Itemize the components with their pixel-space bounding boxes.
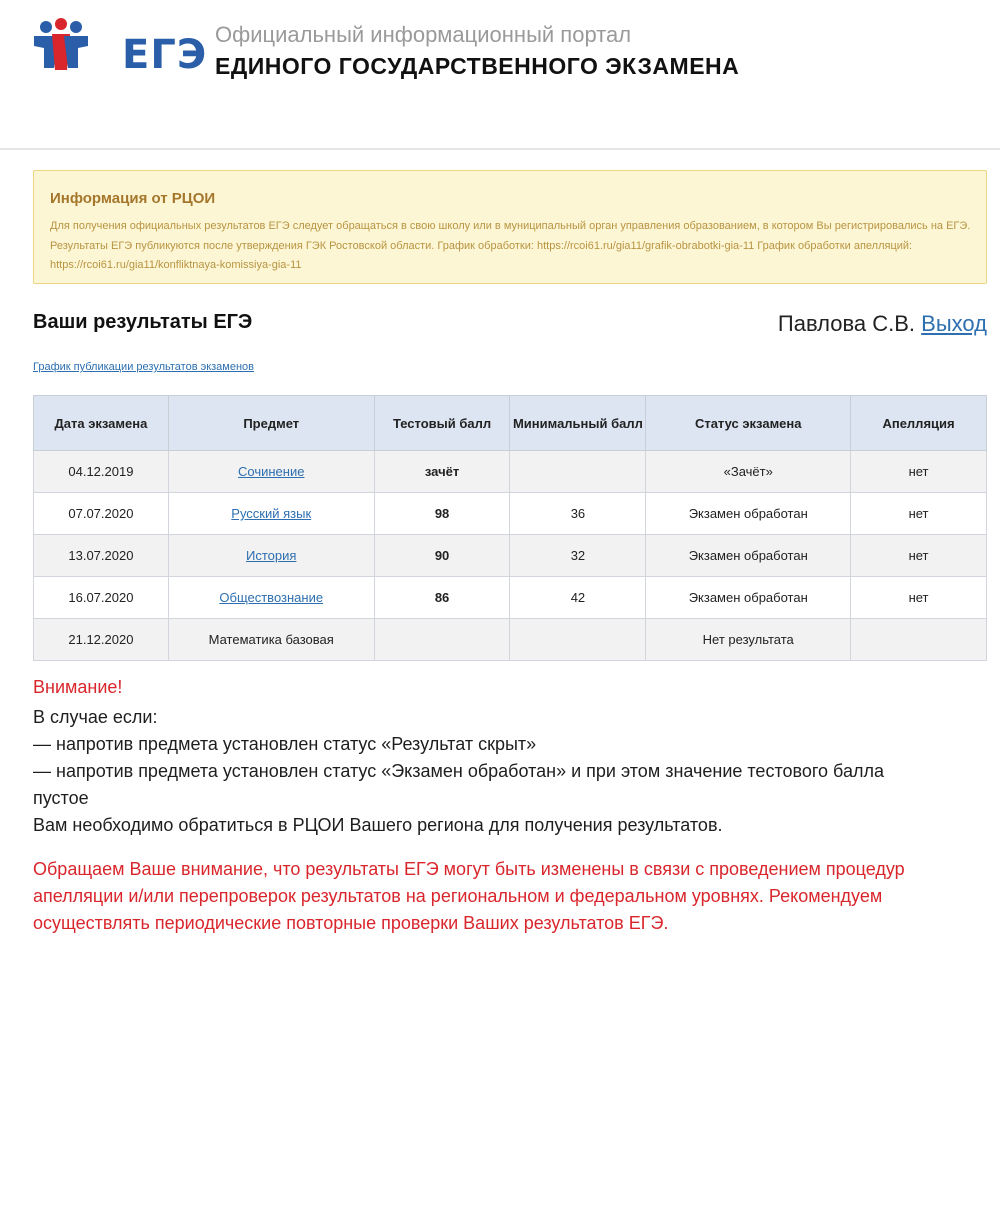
column-header-date: Дата экзамена — [34, 396, 169, 451]
table-row — [34, 535, 987, 577]
portal-subtitle: Официальный информационный портал — [215, 22, 632, 47]
exam-date: 21.12.2020 — [34, 619, 169, 661]
warning-line: — напротив предмета установлен статус «Экзамен обработан» и при этом значение тестового балла пустое — [33, 761, 884, 808]
info-title: Информация от РЦОИ — [50, 190, 216, 207]
rcoi-info-box — [33, 170, 987, 284]
results-title: Ваши результаты ЕГЭ — [33, 311, 253, 333]
warning-line: В случае если: — [33, 707, 158, 727]
min-score — [510, 619, 646, 661]
info-text: Для получения официальных результатов ЕГЭ следует обращаться в свою школу или в муниципальный орган управления образованием, в котором Вы регистрировались на ЕГЭ. Результаты ЕГЭ публикуются после утверждения ГЭК Ростовской области. График обработки: https://rcoi61.ru/gia11/grafik-obrabotki-gia-11 График обработки апелляций: https://rcoi61.ru/gia11/konfliktnaya-komissiya-gia-11 — [50, 220, 971, 271]
site-header — [0, 0, 1000, 150]
test-score: 86 — [374, 577, 510, 619]
exam-status: Экзамен обработан — [646, 577, 851, 619]
results-table — [33, 395, 987, 661]
appeal-status — [851, 619, 987, 661]
warning-line: Вам необходимо обратиться в РЦОИ Вашего региона для получения результатов. — [33, 815, 723, 835]
appeal-status: нет — [851, 493, 987, 535]
min-score: 42 — [510, 577, 646, 619]
test-score: 90 — [374, 535, 510, 577]
table-header-row — [34, 396, 987, 451]
table-row — [34, 577, 987, 619]
table-row — [34, 493, 987, 535]
exam-date: 13.07.2020 — [34, 535, 169, 577]
warning-title: Внимание! — [33, 677, 123, 697]
column-header-score: Тестовый балл — [374, 396, 510, 451]
appeal-status: нет — [851, 451, 987, 493]
portal-title: ЕДИНОГО ГОСУДАРСТВЕННОГО ЭКЗАМЕНА — [215, 53, 740, 79]
column-header-subject: Предмет — [168, 396, 374, 451]
test-score: зачёт — [374, 451, 510, 493]
exam-date: 16.07.2020 — [34, 577, 169, 619]
user-bar — [778, 311, 987, 337]
min-score: 36 — [510, 493, 646, 535]
subject-name: Математика базовая — [168, 619, 374, 661]
subject-link[interactable]: Сочинение — [238, 464, 305, 479]
min-score: 32 — [510, 535, 646, 577]
min-score — [510, 451, 646, 493]
schedule-link[interactable]: График публикации результатов экзаменов — [33, 361, 255, 373]
exam-date: 04.12.2019 — [34, 451, 169, 493]
warning-text — [33, 704, 933, 839]
user-name: Павлова С.В. — [777, 311, 916, 336]
exam-date: 07.07.2020 — [34, 493, 169, 535]
test-score — [374, 619, 510, 661]
subject-link[interactable]: История — [246, 548, 297, 563]
table-row — [34, 451, 987, 493]
exam-status: Экзамен обработан — [646, 493, 851, 535]
warning-line: — напротив предмета установлен статус «Результат скрыт» — [33, 734, 537, 754]
subject-link[interactable]: Обществознание — [219, 590, 324, 605]
subject-link[interactable]: Русский язык — [231, 506, 312, 521]
test-score: 98 — [374, 493, 510, 535]
logout-link[interactable]: Выход — [921, 311, 987, 336]
column-header-status: Статус экзамена — [646, 396, 851, 451]
appeal-status: нет — [851, 577, 987, 619]
column-header-min-score: Минимальный балл — [510, 396, 646, 451]
logo-text: ЕГЭ — [122, 32, 208, 78]
appeal-status: нет — [851, 535, 987, 577]
table-row — [34, 619, 987, 661]
column-header-appeal: Апелляция — [851, 396, 987, 451]
exam-status: Экзамен обработан — [646, 535, 851, 577]
ege-logo[interactable] — [32, 18, 208, 78]
results-change-note: Обращаем Ваше внимание, что результаты ЕГЭ могут быть изменены в связи с проведением процедур апелляции и/или перепроверок результатов на региональном и федеральном уровнях. Рекомендуем осуществлять периодические повторные проверки Ваших результатов ЕГЭ. — [33, 859, 905, 933]
logo-figures-icon — [32, 18, 90, 72]
exam-status: Нет результата — [646, 619, 851, 661]
exam-status: «Зачёт» — [646, 451, 851, 493]
